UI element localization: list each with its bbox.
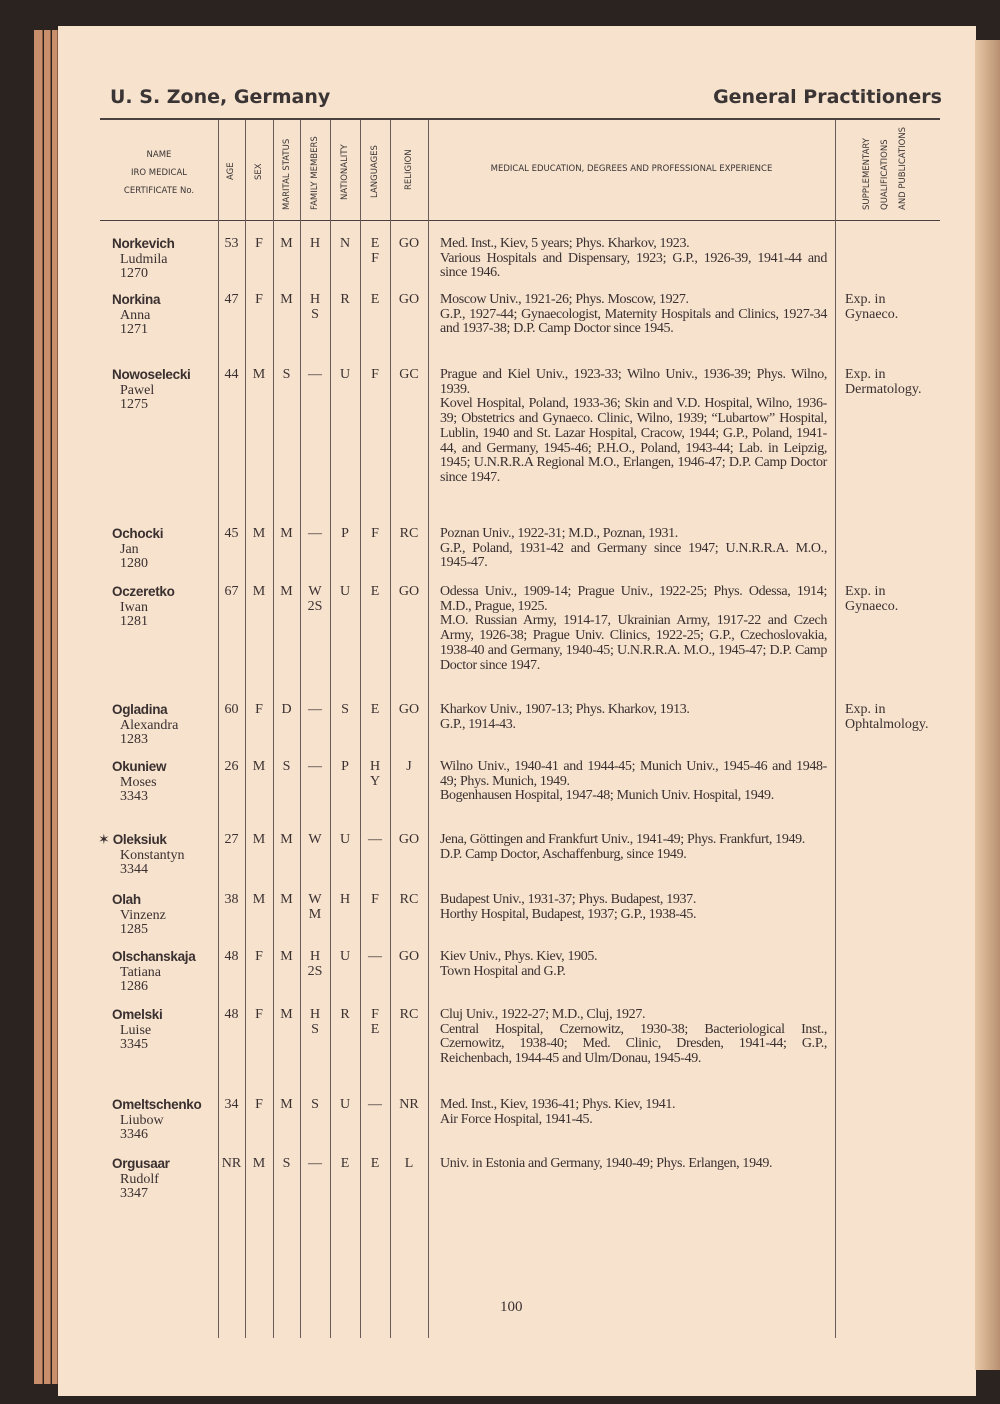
page-gutter <box>975 40 1000 1370</box>
religion-cell: GO <box>398 702 420 717</box>
column-header-age: AGE <box>226 162 236 180</box>
marital-cell: M <box>280 526 293 541</box>
family-cell: — <box>308 526 322 541</box>
age-cell: 34 <box>224 1097 239 1112</box>
name-cell <box>112 703 178 748</box>
page-stack-edge <box>34 30 43 1384</box>
sex-cell: F <box>255 1007 263 1022</box>
religion-cell: GO <box>398 949 420 964</box>
languages-cell: E <box>370 292 380 307</box>
column-header-supplementary: SUPPLEMENTARY <box>862 138 872 210</box>
age-cell: 47 <box>224 292 239 307</box>
languages-cell: F <box>371 892 379 907</box>
nationality-cell: U <box>339 832 351 847</box>
sex-cell: F <box>255 949 263 964</box>
age-cell: 53 <box>224 236 239 251</box>
medical-experience-cell <box>440 760 827 804</box>
surname-line <box>112 368 191 384</box>
experience-paragraph: Kovel Hospital, Poland, 1933-36; Skin and V.D. Hospital, Wilno, 1936-39; Obstetrics and Gynaeco. Clinic, Wilno, 1939; “Lubartow” Hospital, Lublin, 1940 and St. Lazar Hospital, Cracow, 1944; G.P., Poland, 1941-44, and Germany, 1945-46; P.H.O., Poland, 1943-44; Lab. in Leipzig, 1945; U.N.R.R.A Regional M.O., Erlangen, 1946-47; D.P. Camp Doctor since 1947. <box>440 396 827 485</box>
table-header-rule <box>100 220 940 221</box>
name-cell <box>112 237 175 282</box>
nationality-cell: E <box>340 1156 350 1171</box>
nationality-cell: U <box>339 584 351 599</box>
name-cell <box>112 760 166 805</box>
supplementary-cell: Exp. in Ophtalmology. <box>845 702 929 732</box>
surname: Olah <box>112 892 141 907</box>
surname-line <box>112 237 175 253</box>
surname: Orgusaar <box>112 1156 170 1171</box>
surname-line <box>112 527 163 543</box>
languages-cell: — <box>368 832 382 847</box>
surname: Okuniew <box>112 759 167 774</box>
marital-cell: S <box>282 759 291 774</box>
experience-paragraph: Kiev Univ., Phys. Kiev, 1905. <box>440 949 598 964</box>
religion-cell: RC <box>399 1007 419 1022</box>
first-name: Rudolf <box>120 1171 159 1187</box>
surname-line <box>112 1098 201 1114</box>
experience-paragraph: Univ. in Estonia and Germany, 1940-49; Phys. Erlangen, 1949. <box>440 1156 773 1171</box>
first-name: Vinzenz <box>120 907 166 923</box>
marital-cell: M <box>280 1007 293 1022</box>
certificate-number: 1283 <box>120 732 148 748</box>
surname: Ogladina <box>112 702 168 717</box>
languages-cell: — <box>368 949 382 964</box>
name-cell <box>98 832 185 878</box>
page-stack-edge <box>44 30 51 1384</box>
running-header-left: U. S. Zone, Germany <box>110 86 331 108</box>
languages-cell: H Y <box>369 759 381 789</box>
religion-cell: L <box>404 1156 414 1171</box>
name-cell <box>112 1008 162 1053</box>
experience-paragraph: Central Hospital, Czernowitz, 1930-38; Bacteriological Inst., Czernowitz, 1938-40; Med. Clinic, Dresden, 1941-44; G.P., Reichenbach, 1944-45 and Ulm/Donau, 1945-49. <box>440 1021 827 1067</box>
experience-paragraph: D.P. Camp Doctor, Aschaffenburg, since 1949. <box>440 846 687 862</box>
name-cell <box>112 1098 201 1143</box>
supplementary-cell: Exp. in Gynaeco. <box>845 584 899 614</box>
sex-cell: F <box>255 1097 263 1112</box>
first-name: Alexandra <box>120 717 179 733</box>
sex-cell: M <box>252 759 266 774</box>
nationality-cell: P <box>341 759 349 774</box>
age-cell: 48 <box>224 949 239 964</box>
medical-experience-cell <box>440 703 827 732</box>
religion-cell: NR <box>399 1097 419 1112</box>
marital-cell: M <box>280 584 293 599</box>
experience-paragraph: Poznan Univ., 1922-31; M.D., Poznan, 1931. <box>440 526 678 541</box>
religion-cell: GC <box>399 367 419 382</box>
header-name-line: CERTIFICATE No. <box>123 186 195 196</box>
certificate-number: 1275 <box>120 397 148 413</box>
religion-cell: GO <box>398 832 420 847</box>
religion-cell: GO <box>398 292 420 307</box>
experience-paragraph: Prague and Kiel Univ., 1923-33; Wilno Univ., 1936-39; Phys. Wilno, 1939. <box>440 367 827 397</box>
medical-experience-cell <box>440 237 827 281</box>
surname-line <box>98 832 185 849</box>
nationality-cell: U <box>339 1097 351 1112</box>
surname: Omeltschenko <box>112 1097 202 1112</box>
marital-cell: M <box>280 892 293 907</box>
experience-paragraph: Bogenhausen Hospital, 1947-48; Munich Univ. Hospital, 1949. <box>440 788 774 804</box>
running-header-right: General Practitioners <box>713 86 942 108</box>
family-cell: — <box>308 759 322 774</box>
mark-icon: ✶ <box>98 833 110 848</box>
first-name: Ludmila <box>120 251 168 267</box>
age-cell: 60 <box>224 702 239 717</box>
header-name-line: IRO MEDICAL <box>130 168 188 178</box>
languages-cell: F E <box>370 1007 380 1037</box>
certificate-number: 1271 <box>120 322 148 338</box>
family-cell: H S <box>309 292 321 322</box>
certificate-number: 3344 <box>120 862 148 878</box>
supplementary-cell: Exp. in Dermatology. <box>845 367 922 397</box>
sex-cell: M <box>252 526 266 541</box>
medical-experience-cell <box>440 368 827 486</box>
medical-experience-cell <box>440 1008 827 1067</box>
sex-cell: M <box>252 367 266 382</box>
sex-cell: M <box>252 892 266 907</box>
first-name: Pawel <box>120 382 155 398</box>
medical-experience-cell <box>440 1157 827 1172</box>
first-name: Jan <box>120 541 139 557</box>
marital-cell: M <box>280 292 293 307</box>
surname: Olschanskaja <box>112 949 196 964</box>
experience-paragraph: Various Hospitals and Dispensary, 1923; G.P., 1926-39, 1941-44 and since 1946. <box>440 250 827 281</box>
medical-experience-cell <box>440 293 827 337</box>
certificate-number: 1286 <box>120 979 148 995</box>
sex-cell: M <box>252 584 266 599</box>
experience-paragraph: Air Force Hospital, 1941-45. <box>440 1111 593 1127</box>
column-header-supplementary: AND PUBLICATIONS <box>898 126 908 210</box>
supplementary-cell: Exp. in Gynaeco. <box>845 292 899 322</box>
certificate-number: 1285 <box>120 922 148 938</box>
family-cell: W <box>308 832 322 847</box>
medical-experience-cell <box>440 1098 827 1127</box>
surname-line <box>112 760 166 776</box>
languages-cell: F <box>371 526 379 541</box>
surname: Norkina <box>112 292 161 307</box>
first-name: Moses <box>120 774 157 790</box>
religion-cell: RC <box>399 892 419 907</box>
surname-line <box>112 1008 162 1024</box>
surname: Omelski <box>112 1007 163 1022</box>
certificate-number: 1280 <box>120 556 148 572</box>
certificate-number: 3345 <box>120 1037 148 1053</box>
certificate-number: 1281 <box>120 614 148 630</box>
marital-cell: D <box>281 702 292 717</box>
first-name: Liubow <box>120 1112 164 1128</box>
column-header-medical: MEDICAL EDUCATION, DEGREES AND PROFESSIONAL EXPERIENCE <box>490 164 773 174</box>
marital-cell: M <box>280 832 293 847</box>
age-cell: NR <box>221 1156 242 1171</box>
medical-experience-cell <box>440 527 827 571</box>
age-cell: 38 <box>224 892 239 907</box>
certificate-number: 3347 <box>120 1186 148 1202</box>
column-header-nationality: NATIONALITY <box>340 144 350 200</box>
experience-paragraph: Cluj Univ., 1922-27; M.D., Cluj, 1927. <box>440 1007 646 1022</box>
page-number: 100 <box>500 1299 523 1315</box>
first-name: Konstantyn <box>120 847 185 863</box>
sex-cell: M <box>252 1156 266 1171</box>
nationality-cell: U <box>339 367 351 382</box>
experience-paragraph: G.P., Poland, 1931-42 and Germany since 1947; U.N.R.R.A. M.O., 1945-47. <box>440 540 827 571</box>
marital-cell: M <box>280 1097 293 1112</box>
age-cell: 26 <box>224 759 239 774</box>
medical-experience-cell <box>440 893 827 922</box>
experience-paragraph: Odessa Univ., 1909-14; Prague Univ., 1922-25; Phys. Odessa, 1914; M.D., Prague, 1925. <box>440 584 827 614</box>
experience-paragraph: G.P., 1914-43. <box>440 716 516 732</box>
religion-cell: RC <box>399 526 419 541</box>
age-cell: 27 <box>224 832 239 847</box>
first-name: Luise <box>120 1022 152 1038</box>
name-cell <box>112 527 163 572</box>
name-cell <box>112 893 166 938</box>
name-cell <box>112 293 160 338</box>
first-name: Tatiana <box>120 964 161 980</box>
languages-cell: E F <box>370 236 380 266</box>
certificate-number: 3343 <box>120 789 148 805</box>
experience-paragraph: Horthy Hospital, Budapest, 1937; G.P., 1938-45. <box>440 906 697 922</box>
name-cell <box>112 1157 170 1202</box>
religion-cell: GO <box>398 236 420 251</box>
name-cell <box>112 950 195 995</box>
religion-cell: GO <box>398 584 420 599</box>
column-header-sex: SEX <box>254 163 264 180</box>
column-header-marital: MARITAL STATUS <box>282 138 292 210</box>
family-cell: H 2S <box>307 949 323 979</box>
experience-paragraph: Med. Inst., Kiev, 1936-41; Phys. Kiev, 1941. <box>440 1097 676 1112</box>
name-cell <box>112 585 175 630</box>
surname: Norkevich <box>112 236 175 251</box>
family-cell: W 2S <box>307 584 323 614</box>
family-cell: — <box>308 702 322 717</box>
age-cell: 67 <box>224 584 239 599</box>
surname-line <box>112 585 175 601</box>
column-header-supplementary: QUALIFICATIONS <box>880 139 890 210</box>
surname-line <box>112 293 160 309</box>
column-rule <box>835 120 836 1338</box>
surname: Oczeretko <box>112 584 175 599</box>
experience-paragraph: Jena, Göttingen and Frankfurt Univ., 1941-49; Phys. Frankfurt, 1949. <box>440 832 805 847</box>
family-cell: — <box>308 1156 322 1171</box>
family-cell: — <box>308 367 322 382</box>
languages-cell: F <box>371 367 379 382</box>
family-cell: H S <box>309 1007 321 1037</box>
experience-paragraph: M.O. Russian Army, 1914-17, Ukrainian Army, 1917-22 and Czech Army, 1926-38; Prague Univ. Clinics, 1922-25; G.P., Czechoslovakia, 1938-40 and Germany, 1940-45; U.N.R.R.A. M.O., 1945-47; D.P. Camp Doctor since 1947. <box>440 613 827 673</box>
marital-cell: S <box>282 367 291 382</box>
surname: Ochocki <box>112 526 164 541</box>
column-header-family: FAMILY MEMBERS <box>310 136 320 210</box>
certificate-number: 3346 <box>120 1127 148 1143</box>
experience-paragraph: Wilno Univ., 1940-41 and 1944-45; Munich Univ., 1945-46 and 1948-49; Phys. Munich, 1949. <box>440 759 827 789</box>
experience-paragraph: Budapest Univ., 1931-37; Phys. Budapest, 1937. <box>440 892 696 907</box>
age-cell: 44 <box>224 367 239 382</box>
nationality-cell: U <box>339 949 351 964</box>
column-rule <box>428 120 429 1338</box>
family-cell: S <box>311 1097 319 1112</box>
languages-cell: E <box>370 702 380 717</box>
experience-paragraph: Kharkov Univ., 1907-13; Phys. Kharkov, 1913. <box>440 702 690 717</box>
languages-cell: E <box>370 1156 380 1171</box>
column-header-languages: LANGUAGES <box>370 145 380 198</box>
nationality-cell: R <box>340 1007 350 1022</box>
experience-paragraph: Moscow Univ., 1921-26; Phys. Moscow, 1927. <box>440 292 689 307</box>
surname-line <box>112 1157 170 1173</box>
nationality-cell: H <box>339 892 351 907</box>
medical-experience-cell <box>440 950 827 979</box>
age-cell: 45 <box>224 526 239 541</box>
sex-cell: F <box>255 236 263 251</box>
experience-paragraph: G.P., 1927-44; Gynaecologist, Maternity Hospitals and Clinics, 1927-34 and 1937-38; D.P. Camp Doctor since 1945. <box>440 306 827 337</box>
nationality-cell: P <box>341 526 349 541</box>
nationality-cell: N <box>339 236 351 251</box>
sex-cell: F <box>255 292 263 307</box>
languages-cell: E <box>370 584 380 599</box>
surname-line <box>112 893 166 909</box>
medical-experience-cell <box>440 833 827 862</box>
surname: Nowoselecki <box>112 367 191 382</box>
sex-cell: M <box>252 832 266 847</box>
surname-line <box>112 950 195 966</box>
languages-cell: — <box>368 1097 382 1112</box>
name-cell <box>112 368 191 413</box>
nationality-cell: R <box>340 292 350 307</box>
column-header-religion: RELIGION <box>404 149 414 190</box>
family-cell: H <box>309 236 321 251</box>
certificate-number: 1270 <box>120 266 148 282</box>
marital-cell: S <box>282 1156 291 1171</box>
nationality-cell: S <box>341 702 349 717</box>
surname-line <box>112 703 178 719</box>
family-cell: W M <box>308 892 322 922</box>
marital-cell: M <box>280 236 293 251</box>
sex-cell: F <box>255 702 263 717</box>
experience-paragraph: Town Hospital and G.P. <box>440 963 566 979</box>
header-name-line: NAME <box>146 150 172 160</box>
religion-cell: J <box>406 759 412 774</box>
first-name: Anna <box>120 307 151 323</box>
medical-experience-cell <box>440 585 827 673</box>
age-cell: 48 <box>224 1007 239 1022</box>
surname: Oleksiuk <box>112 832 167 847</box>
column-header-name <box>100 146 218 200</box>
first-name: Iwan <box>120 599 148 615</box>
experience-paragraph: Med. Inst., Kiev, 5 years; Phys. Kharkov, 1923. <box>440 236 690 251</box>
marital-cell: M <box>280 949 293 964</box>
table-top-rule <box>100 118 940 120</box>
